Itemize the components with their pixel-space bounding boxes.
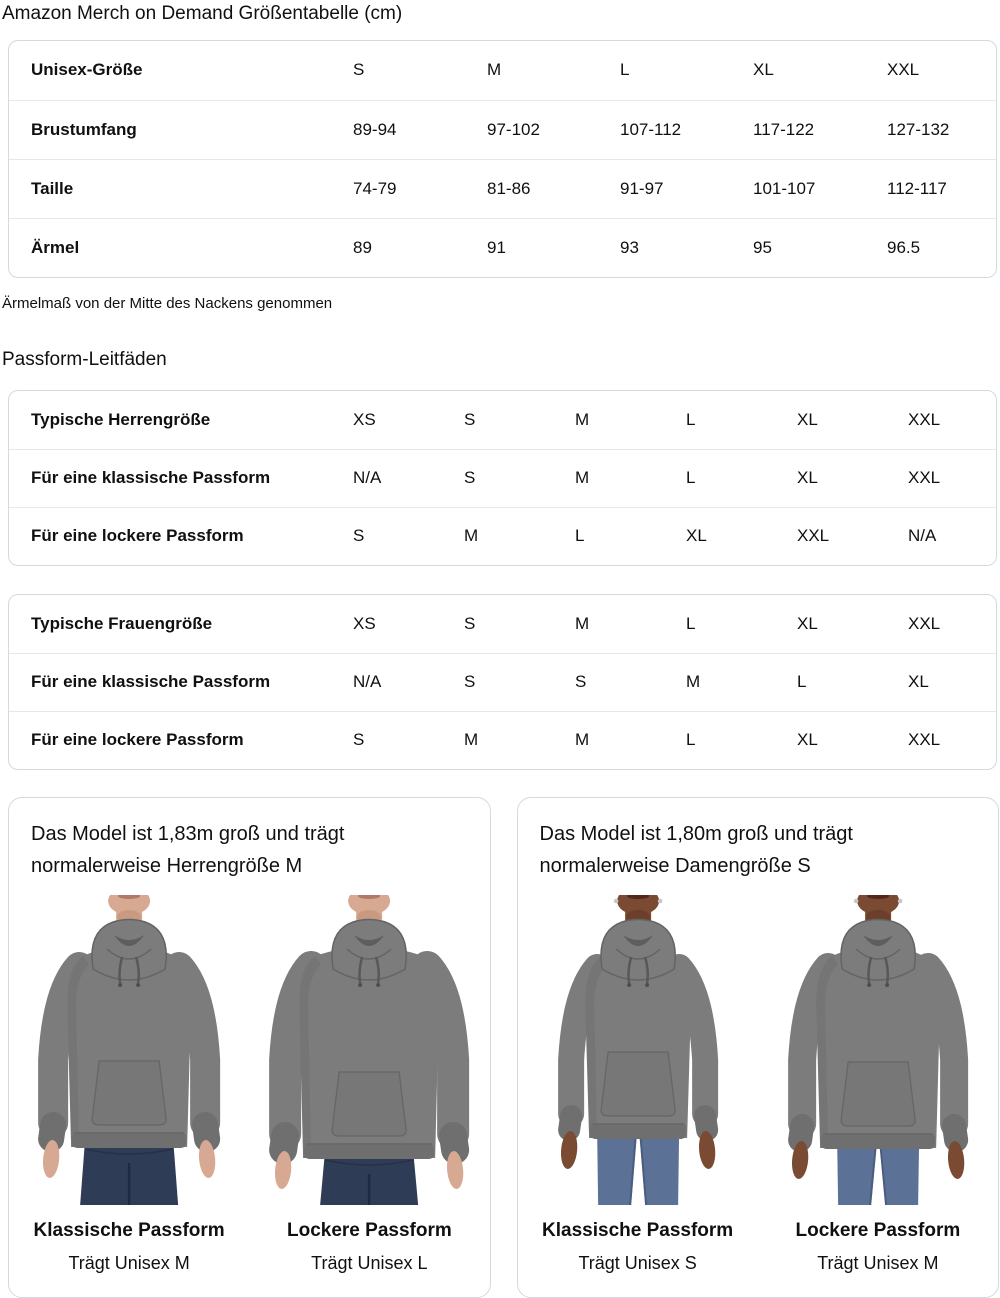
caption-row [9, 1205, 490, 1275]
caption-block [758, 1205, 998, 1275]
col-header: XXL [908, 613, 941, 633]
table-row [9, 595, 996, 653]
female-model-classic-photo [518, 895, 758, 1205]
col-header: M [575, 613, 590, 633]
table-row [9, 159, 996, 218]
table-row [9, 449, 996, 507]
female-model-loose-photo [758, 895, 998, 1205]
table-row [9, 711, 996, 769]
table-row [9, 507, 996, 565]
col-header: XS [353, 613, 376, 633]
cell: 74-79 [331, 159, 465, 218]
cell: 89 [331, 218, 465, 277]
row-label: Typische Herrengröße [31, 409, 211, 429]
cell: L [664, 449, 775, 507]
men-fit-table [8, 390, 997, 566]
size-label: Trägt Unisex M [817, 1253, 939, 1273]
col-header: M [487, 60, 502, 80]
page-title: Amazon Merch on Demand Größentabelle (cm) [2, 3, 403, 24]
model-cards [8, 797, 999, 1298]
cell: L [553, 507, 664, 565]
cell: 93 [598, 218, 731, 277]
col-header: XXL [908, 409, 941, 429]
cell: XXL [775, 507, 886, 565]
fit-label: Lockere Passform [795, 1220, 961, 1241]
row-label: Typische Frauengröße [31, 613, 213, 633]
caption-block [518, 1205, 758, 1275]
row-label: Brustumfang [9, 100, 331, 159]
col-header: XL [797, 409, 818, 429]
size-label: Trägt Unisex L [311, 1253, 428, 1273]
cell: 91-97 [598, 159, 731, 218]
female-model-card [517, 797, 1000, 1298]
unisex-size-table [8, 40, 997, 278]
cell: 117-122 [731, 100, 865, 159]
cell: L [775, 653, 886, 711]
row-label: Ärmel [9, 218, 331, 277]
cell: XL [775, 449, 886, 507]
cell: XXL [886, 711, 996, 769]
cell: L [664, 711, 775, 769]
cell: XL [886, 653, 996, 711]
cell: 96.5 [865, 218, 996, 277]
size-label: Trägt Unisex M [68, 1253, 190, 1273]
cell: S [331, 507, 442, 565]
col-header: XL [753, 60, 774, 80]
caption-block [249, 1205, 489, 1275]
cell: 95 [731, 218, 865, 277]
cell: 81-86 [465, 159, 598, 218]
fit-label: Klassische Passform [542, 1220, 734, 1241]
col-header: L [620, 60, 630, 80]
col-header: L [686, 409, 696, 429]
cell: 91 [465, 218, 598, 277]
row-label: Unisex-Größe [31, 60, 143, 80]
photo-row [518, 895, 999, 1205]
cell: S [553, 653, 664, 711]
cell: S [331, 711, 442, 769]
sleeve-measure-note: Ärmelmaß von der Mitte des Nackens genommen [2, 295, 333, 312]
cell: XXL [886, 449, 996, 507]
cell: M [553, 711, 664, 769]
cell: M [442, 711, 553, 769]
cell: M [664, 653, 775, 711]
table-row [9, 218, 996, 277]
table-row [9, 391, 996, 449]
size-label: Trägt Unisex S [578, 1253, 697, 1273]
col-header: XXL [887, 60, 920, 80]
cell: 101-107 [731, 159, 865, 218]
model-description: Das Model ist 1,80m groß und trägt normalerweise Damengröße S [539, 823, 853, 877]
photo-row [9, 895, 490, 1205]
women-fit-table [8, 594, 997, 770]
table-row [9, 653, 996, 711]
cell: N/A [331, 449, 442, 507]
male-model-loose-photo [249, 895, 489, 1205]
cell: M [553, 449, 664, 507]
col-header: S [464, 613, 476, 633]
table-row [9, 100, 996, 159]
cell: 127-132 [865, 100, 996, 159]
cell: N/A [886, 507, 996, 565]
caption-row [518, 1205, 999, 1275]
cell: 97-102 [465, 100, 598, 159]
cell: XL [775, 711, 886, 769]
fit-guides-heading: Passform-Leitfäden [2, 349, 167, 370]
caption-block [9, 1205, 249, 1275]
male-model-classic-photo [9, 895, 249, 1205]
col-header: XL [797, 613, 818, 633]
cell: M [442, 507, 553, 565]
male-model-card [8, 797, 491, 1298]
model-description: Das Model ist 1,83m groß und trägt normalerweise Herrengröße M [31, 823, 345, 877]
row-label: Für eine klassische Passform [9, 653, 331, 711]
table-row [9, 41, 996, 100]
col-header: S [353, 60, 365, 80]
fit-label: Klassische Passform [33, 1220, 225, 1241]
cell: 89-94 [331, 100, 465, 159]
col-header: XS [353, 409, 376, 429]
cell: 107-112 [598, 100, 731, 159]
cell: S [442, 449, 553, 507]
fit-label: Lockere Passform [287, 1220, 452, 1241]
row-label: Für eine lockere Passform [9, 711, 331, 769]
cell: XL [664, 507, 775, 565]
col-header: S [464, 409, 476, 429]
cell: 112-117 [865, 159, 996, 218]
row-label: Für eine lockere Passform [9, 507, 331, 565]
col-header: L [686, 613, 696, 633]
row-label: Taille [9, 159, 331, 218]
col-header: M [575, 409, 590, 429]
cell: S [442, 653, 553, 711]
row-label: Für eine klassische Passform [9, 449, 331, 507]
cell: N/A [331, 653, 442, 711]
